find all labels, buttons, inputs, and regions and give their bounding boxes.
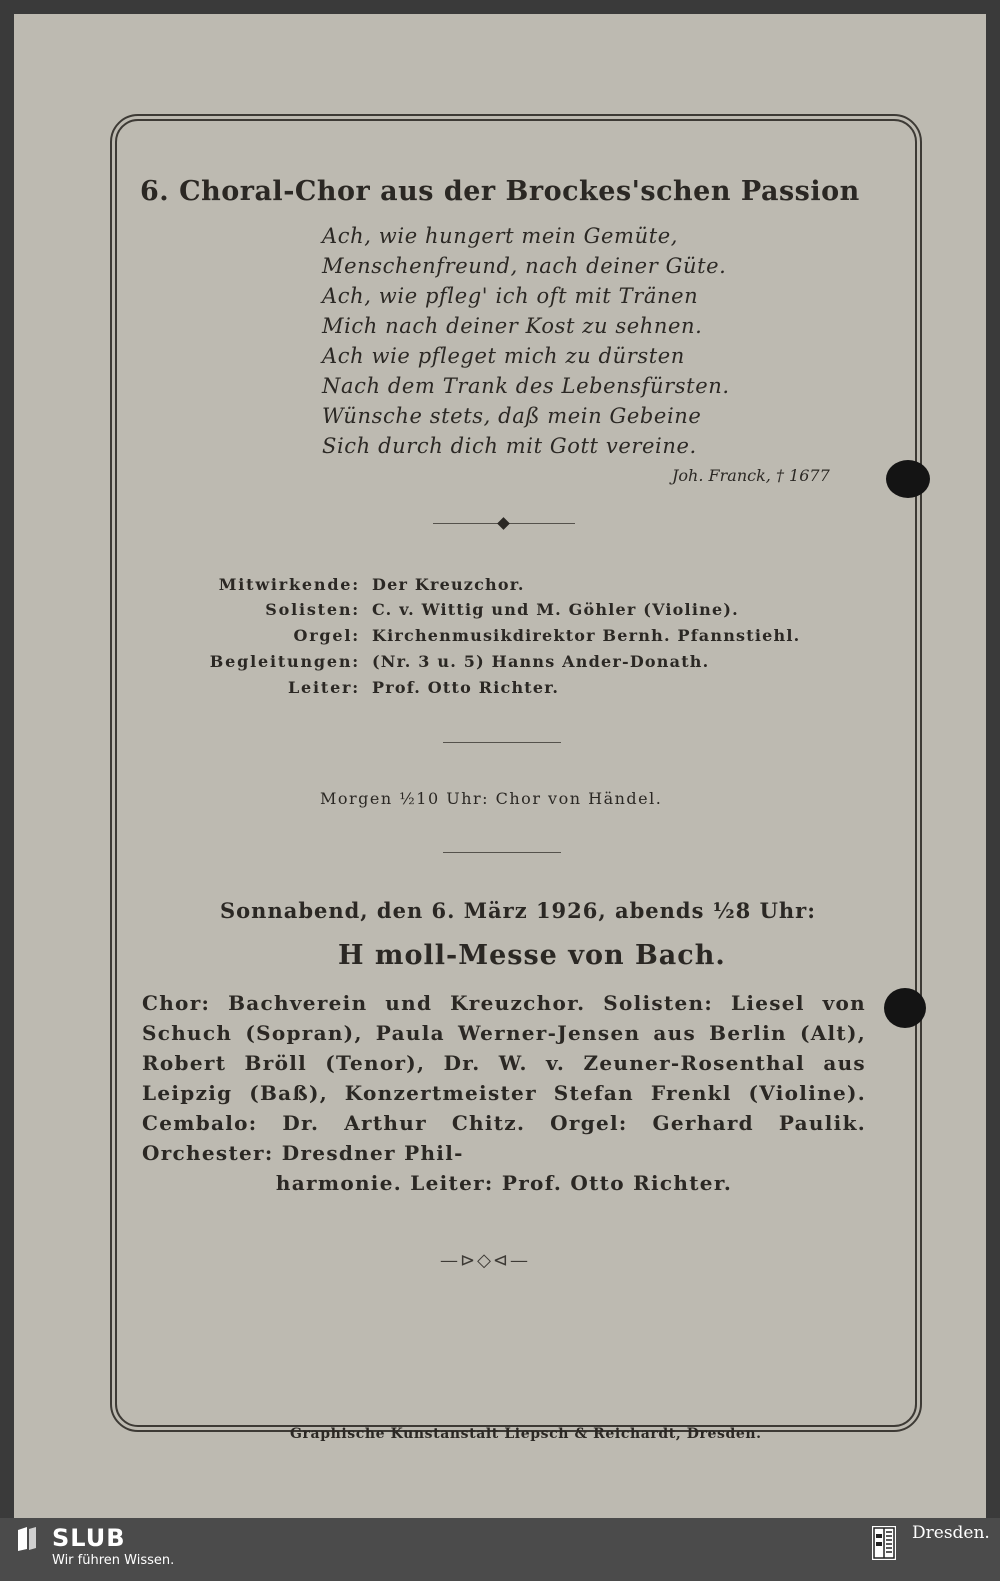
performer-label: Begleitungen: bbox=[209, 652, 360, 671]
performer-label: Mitwirkende: bbox=[218, 575, 360, 594]
cast-text: Chor: Bachverein und Kreuzchor. Solisten: Liesel von Schuch (Sopran), Paula Werner-Jensen aus Berlin (Alt), Robert Bröll (Tenor), Dr. W. v. Zeuner-Rosenthal aus Leipzig (Baß), Konzertmeister Stefan Frenkl (Violine). Cembalo: Dr. Arthur Chitz. Orgel: Gerhard Paulik. Orchester: Dresdner Phil- bbox=[142, 991, 866, 1165]
performer-label: Solisten: bbox=[265, 600, 360, 619]
concert-title: H moll-Messe von Bach. bbox=[338, 940, 726, 971]
punch-hole bbox=[886, 460, 930, 498]
dresden-coat-of-arms-icon bbox=[872, 1526, 896, 1560]
decorative-border-frame bbox=[110, 114, 922, 1432]
program-item-title: 6. Choral-Chor aus der Brockes'schen Passion bbox=[140, 176, 860, 207]
verse-line: Wünsche stets, daß mein Gebeine bbox=[322, 404, 702, 428]
printer-imprint: Graphische Kunstanstalt Liepsch & Reichardt, Dresden. bbox=[290, 1426, 762, 1442]
ornament-divider: —⊳◇⊲— bbox=[440, 1250, 531, 1271]
divider bbox=[443, 852, 561, 853]
footer-logo-text: SLUB bbox=[52, 1524, 126, 1552]
performer-label: Orgel: bbox=[293, 626, 360, 645]
performer-value: Prof. Otto Richter. bbox=[372, 678, 560, 697]
performer-label: Leiter: bbox=[287, 678, 360, 697]
verse-line: Ach wie pfleget mich zu dürsten bbox=[322, 344, 685, 368]
cast-text-last: harmonie. Leiter: Prof. Otto Richter. bbox=[275, 1171, 733, 1195]
slub-book-icon bbox=[16, 1526, 38, 1552]
performer-value: (Nr. 3 u. 5) Hanns Ander-Donath. bbox=[372, 652, 710, 671]
divider bbox=[443, 742, 561, 743]
footer-bar bbox=[0, 1518, 1000, 1581]
verse-line: Sich durch dich mit Gott vereine. bbox=[322, 434, 697, 458]
verse-line: Menschenfreund, nach deiner Güte. bbox=[322, 254, 727, 278]
verse-author: Joh. Franck, † 1677 bbox=[672, 466, 830, 485]
punch-hole bbox=[884, 988, 926, 1028]
concert-cast bbox=[142, 988, 866, 1198]
verse-line: Ach, wie hungert mein Gemüte, bbox=[322, 224, 679, 248]
announcement-text: Morgen ½10 Uhr: Chor von Händel. bbox=[320, 789, 663, 808]
verse-line: Mich nach deiner Kost zu sehnen. bbox=[322, 314, 703, 338]
verse-line: Nach dem Trank des Lebensfürsten. bbox=[322, 374, 730, 398]
performer-value: Kirchenmusikdirektor Bernh. Pfannstiehl. bbox=[372, 626, 801, 645]
footer-tagline: Wir führen Wissen. bbox=[52, 1553, 175, 1568]
verse-line: Ach, wie pfleg' ich oft mit Tränen bbox=[322, 284, 699, 308]
performer-value: Der Kreuzchor. bbox=[372, 575, 525, 594]
concert-date: Sonnabend, den 6. März 1926, abends ½8 Uhr: bbox=[220, 898, 816, 923]
performer-value: C. v. Wittig und M. Göhler (Violine). bbox=[372, 600, 739, 619]
footer-city: Dresden. bbox=[912, 1523, 990, 1543]
